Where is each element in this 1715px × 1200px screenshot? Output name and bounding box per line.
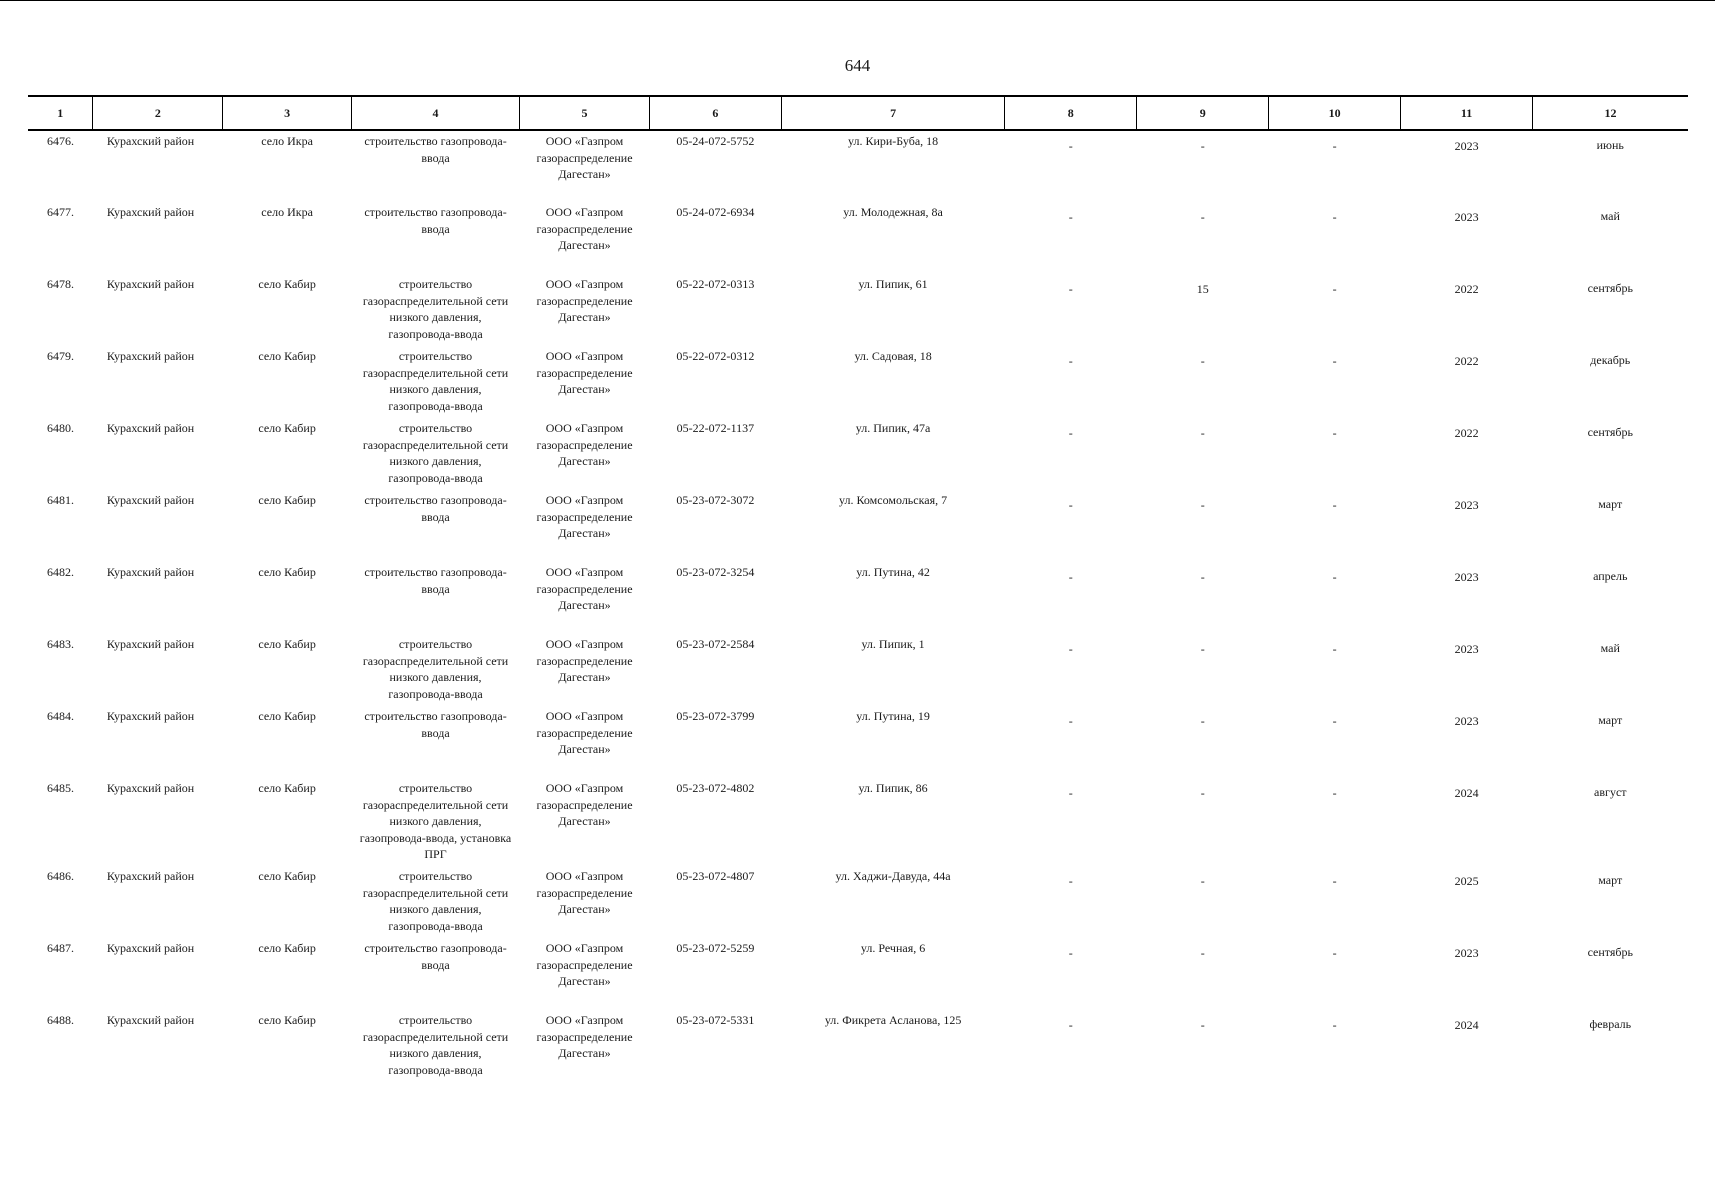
year-cell: 2022	[1454, 354, 1479, 368]
column-9-cell: -	[1200, 354, 1205, 368]
column-header: 8	[1005, 96, 1137, 130]
column-10-cell: -	[1332, 786, 1337, 800]
table-row	[28, 346, 1688, 418]
address-cell: ул. Кири-Буба, 18	[847, 134, 939, 148]
register-table	[28, 95, 1688, 1090]
column-8-cell: -	[1068, 139, 1073, 153]
row-number: 6486.	[46, 869, 74, 883]
column-8-cell: -	[1068, 498, 1073, 512]
work-description-cell-line: строительство	[398, 277, 473, 291]
organization-cell-line: Дагестан»	[558, 670, 611, 684]
column-9-cell: -	[1200, 210, 1205, 224]
month-cell: август	[1594, 785, 1627, 799]
table-row	[28, 274, 1688, 346]
address-cell: ул. Пипик, 1	[861, 637, 925, 651]
organization-cell-line: газораспределение	[536, 885, 633, 900]
locality-cell: село Кабир	[258, 421, 316, 435]
table-body	[28, 130, 1688, 1090]
column-10-cell: -	[1332, 426, 1337, 440]
organization-cell-line: газораспределение	[536, 1029, 633, 1044]
work-description-cell	[351, 634, 519, 706]
cadastral-code-cell: 05-24-072-6934	[676, 205, 755, 219]
year-cell: 2023	[1454, 714, 1479, 728]
year-cell: 2025	[1454, 874, 1479, 888]
work-description-cell-line: строительство газопровода-	[364, 493, 507, 507]
address-cell: ул. Пипик, 86	[858, 781, 928, 795]
organization-cell-line: Дагестан»	[558, 526, 611, 540]
work-description-cell-line: газораспределительной сети	[362, 653, 509, 668]
column-header: 10	[1269, 96, 1401, 130]
district-cell: Курахский район	[106, 134, 195, 148]
locality-cell: село Кабир	[258, 781, 316, 795]
organization-cell	[520, 130, 650, 202]
work-description-cell-line: ввода	[421, 581, 450, 596]
month-cell: сентябрь	[1587, 425, 1633, 439]
organization-cell-line: Дагестан»	[558, 310, 611, 324]
work-description-cell-line: низкого давления,	[389, 310, 482, 324]
work-description-cell-line: газораспределительной сети	[362, 885, 509, 900]
column-8-cell: -	[1068, 642, 1073, 656]
organization-cell	[520, 562, 650, 634]
work-description-cell	[351, 418, 519, 490]
address-cell: ул. Путина, 42	[856, 565, 930, 579]
month-cell: сентябрь	[1587, 281, 1633, 295]
cadastral-code-cell: 05-22-072-0312	[676, 349, 755, 363]
work-description-cell-line: ввода	[421, 509, 450, 524]
year-cell: 2023	[1454, 498, 1479, 512]
year-cell: 2024	[1454, 786, 1479, 800]
table-row	[28, 130, 1688, 202]
column-8-cell: -	[1068, 1018, 1073, 1032]
column-9-cell: -	[1200, 1018, 1205, 1032]
cadastral-code-cell: 05-23-072-3072	[676, 493, 755, 507]
address-cell: ул. Путина, 19	[856, 709, 930, 723]
work-description-cell-line: строительство	[398, 781, 473, 795]
row-number: 6488.	[46, 1013, 74, 1027]
work-description-cell-line: низкого давления,	[389, 382, 482, 396]
cadastral-code-cell: 05-22-072-1137	[676, 421, 755, 435]
column-8-cell: -	[1068, 714, 1073, 728]
row-number: 6476.	[46, 134, 74, 148]
work-description-cell-line: строительство	[398, 869, 473, 883]
district-cell: Курахский район	[106, 421, 195, 435]
work-description-cell-line: низкого давления,	[389, 1046, 482, 1060]
work-description-cell-line: газораспределительной сети	[362, 1029, 509, 1044]
work-description-cell-line: газопровода-ввода	[388, 398, 483, 413]
work-description-cell	[351, 866, 519, 938]
district-cell: Курахский район	[106, 781, 195, 795]
organization-cell-line: ООО «Газпром	[545, 205, 624, 219]
organization-cell-line: газораспределение	[536, 365, 633, 380]
organization-cell	[520, 202, 650, 274]
row-number: 6484.	[46, 709, 74, 723]
organization-cell-line: ООО «Газпром	[545, 941, 624, 955]
table-row	[28, 202, 1688, 274]
column-9-cell: -	[1200, 642, 1205, 656]
work-description-cell-line: низкого давления,	[389, 670, 482, 684]
work-description-cell-line: низкого давления,	[389, 454, 482, 468]
work-description-cell-line: газопровода-ввода	[388, 918, 483, 933]
district-cell: Курахский район	[106, 637, 195, 651]
work-description-cell-line: газораспределительной сети	[362, 365, 509, 380]
locality-cell: село Кабир	[258, 349, 316, 363]
work-description-cell-line: строительство газопровода-	[364, 565, 507, 579]
column-10-cell: -	[1332, 1018, 1337, 1032]
address-cell: ул. Пипик, 47а	[855, 421, 931, 435]
row-number: 6482.	[46, 565, 74, 579]
organization-cell-line: Дагестан»	[558, 1046, 611, 1060]
month-cell: май	[1600, 209, 1620, 223]
cadastral-code-cell: 05-23-072-2584	[676, 637, 755, 651]
column-header: 11	[1401, 96, 1533, 130]
cadastral-code-cell: 05-23-072-4802	[676, 781, 755, 795]
month-cell: апрель	[1593, 569, 1628, 583]
address-cell: ул. Хаджи-Давуда, 44а	[835, 869, 951, 883]
column-9-cell: -	[1200, 498, 1205, 512]
work-description-cell	[351, 938, 519, 1010]
locality-cell: село Кабир	[258, 941, 316, 955]
year-cell: 2024	[1454, 1018, 1479, 1032]
month-cell: март	[1598, 873, 1623, 887]
row-number: 6480.	[46, 421, 74, 435]
column-8-cell: -	[1068, 786, 1073, 800]
organization-cell-line: Дагестан»	[558, 167, 611, 181]
organization-cell-line: газораспределение	[536, 581, 633, 596]
work-description-cell-line: газопровода-ввода	[388, 1062, 483, 1077]
district-cell: Курахский район	[106, 709, 195, 723]
district-cell: Курахский район	[106, 1013, 195, 1027]
organization-cell	[520, 1010, 650, 1090]
column-10-cell: -	[1332, 210, 1337, 224]
header-row	[28, 96, 1688, 130]
organization-cell-line: ООО «Газпром	[545, 1013, 624, 1027]
column-header: 9	[1137, 96, 1269, 130]
organization-cell	[520, 274, 650, 346]
work-description-cell	[351, 274, 519, 346]
address-cell: ул. Пипик, 61	[858, 277, 928, 291]
locality-cell: село Кабир	[258, 277, 316, 291]
row-number: 6479.	[46, 349, 74, 363]
organization-cell-line: ООО «Газпром	[545, 134, 624, 148]
column-9-cell: -	[1200, 786, 1205, 800]
district-cell: Курахский район	[106, 277, 195, 291]
column-8-cell: -	[1068, 570, 1073, 584]
organization-cell-line: газораспределение	[536, 293, 633, 308]
column-9-cell: -	[1200, 570, 1205, 584]
column-10-cell: -	[1332, 354, 1337, 368]
work-description-cell	[351, 346, 519, 418]
column-header: 1	[28, 96, 93, 130]
work-description-cell	[351, 202, 519, 274]
organization-cell-line: ООО «Газпром	[545, 277, 624, 291]
column-9-cell: -	[1200, 426, 1205, 440]
column-header: 6	[649, 96, 781, 130]
work-description-cell-line: ввода	[421, 725, 450, 740]
column-9-cell: 15	[1196, 282, 1209, 296]
table-row	[28, 634, 1688, 706]
locality-cell: село Кабир	[258, 709, 316, 723]
organization-cell-line: ООО «Газпром	[545, 349, 624, 363]
work-description-cell-line: строительство	[398, 421, 473, 435]
top-rule	[0, 0, 1715, 1]
year-cell: 2023	[1454, 946, 1479, 960]
page-number: 644	[844, 56, 871, 75]
address-cell: ул. Фикрета Асланова, 125	[824, 1013, 962, 1027]
work-description-cell-line: газопровода-ввода	[388, 326, 483, 341]
organization-cell	[520, 634, 650, 706]
table-row	[28, 778, 1688, 866]
table-row	[28, 562, 1688, 634]
work-description-cell-line: строительство газопровода-	[364, 709, 507, 723]
organization-cell-line: газораспределение	[536, 221, 633, 236]
column-header: 7	[781, 96, 1004, 130]
column-9-cell: -	[1200, 714, 1205, 728]
year-cell: 2023	[1454, 210, 1479, 224]
work-description-cell	[351, 706, 519, 778]
work-description-cell-line: строительство	[398, 637, 473, 651]
column-10-cell: -	[1332, 282, 1337, 296]
work-description-cell-line: газораспределительной сети	[362, 797, 509, 812]
district-cell: Курахский район	[106, 493, 195, 507]
year-cell: 2023	[1454, 139, 1479, 153]
column-10-cell: -	[1332, 874, 1337, 888]
organization-cell-line: газораспределение	[536, 725, 633, 740]
work-description-cell	[351, 1010, 519, 1090]
month-cell: февраль	[1589, 1017, 1632, 1031]
column-10-cell: -	[1332, 946, 1337, 960]
locality-cell: село Кабир	[258, 1013, 316, 1027]
work-description-cell-line: строительство газопровода-	[364, 205, 507, 219]
organization-cell-line: газораспределение	[536, 437, 633, 452]
organization-cell-line: ООО «Газпром	[545, 493, 624, 507]
organization-cell	[520, 778, 650, 866]
organization-cell-line: Дагестан»	[558, 454, 611, 468]
organization-cell-line: газораспределение	[536, 150, 633, 165]
address-cell: ул. Комсомольская, 7	[839, 493, 948, 507]
district-cell: Курахский район	[106, 205, 195, 219]
locality-cell: село Кабир	[258, 565, 316, 579]
column-10-cell: -	[1332, 714, 1337, 728]
cadastral-code-cell: 05-23-072-5259	[676, 941, 755, 955]
organization-cell-line: ООО «Газпром	[545, 869, 624, 883]
row-number: 6485.	[46, 781, 74, 795]
work-description-cell-line: низкого давления,	[389, 814, 482, 828]
organization-cell-line: ООО «Газпром	[545, 781, 624, 795]
column-8-cell: -	[1068, 874, 1073, 888]
organization-cell-line: газораспределение	[536, 797, 633, 812]
organization-cell	[520, 346, 650, 418]
column-10-cell: -	[1332, 642, 1337, 656]
organization-cell-line: ООО «Газпром	[545, 565, 624, 579]
column-9-cell: -	[1200, 946, 1205, 960]
row-number: 6487.	[46, 941, 74, 955]
month-cell: декабрь	[1590, 353, 1631, 367]
column-10-cell: -	[1332, 570, 1337, 584]
column-10-cell: -	[1332, 498, 1337, 512]
work-description-cell-line: строительство газопровода-	[364, 134, 507, 148]
year-cell: 2022	[1454, 282, 1479, 296]
district-cell: Курахский район	[106, 565, 195, 579]
column-9-cell: -	[1200, 139, 1205, 153]
year-cell: 2023	[1454, 642, 1479, 656]
locality-cell: село Икра	[261, 205, 313, 219]
work-description-cell-line: строительство газопровода-	[364, 941, 507, 955]
address-cell: ул. Садовая, 18	[854, 349, 932, 363]
organization-cell-line: газораспределение	[536, 653, 633, 668]
cadastral-code-cell: 05-24-072-5752	[676, 134, 755, 148]
organization-cell-line: Дагестан»	[558, 238, 611, 252]
organization-cell	[520, 418, 650, 490]
work-description-cell-line: газораспределительной сети	[362, 437, 509, 452]
locality-cell: село Кабир	[258, 869, 316, 883]
work-description-cell-line: ввода	[421, 221, 450, 236]
organization-cell	[520, 706, 650, 778]
column-8-cell: -	[1068, 946, 1073, 960]
table-row	[28, 490, 1688, 562]
locality-cell: село Кабир	[258, 637, 316, 651]
organization-cell-line: Дагестан»	[558, 974, 611, 988]
organization-cell-line: Дагестан»	[558, 382, 611, 396]
cadastral-code-cell: 05-23-072-3254	[676, 565, 755, 579]
table-row	[28, 706, 1688, 778]
work-description-cell-line: газопровода-ввода, установка	[359, 830, 512, 845]
work-description-cell	[351, 778, 519, 866]
work-description-cell-line: ввода	[421, 957, 450, 972]
work-description-cell-line: ввода	[421, 150, 450, 165]
table-row	[28, 938, 1688, 1010]
address-cell: ул. Молодежная, 8а	[843, 205, 943, 219]
organization-cell-line: газораспределение	[536, 509, 633, 524]
organization-cell-line: ООО «Газпром	[545, 421, 624, 435]
work-description-cell	[351, 490, 519, 562]
column-8-cell: -	[1068, 282, 1073, 296]
table-row	[28, 866, 1688, 938]
work-description-cell	[351, 562, 519, 634]
cadastral-code-cell: 05-23-072-5331	[676, 1013, 755, 1027]
organization-cell-line: Дагестан»	[558, 902, 611, 916]
cadastral-code-cell: 05-23-072-3799	[676, 709, 755, 723]
column-header: 4	[351, 96, 519, 130]
organization-cell	[520, 490, 650, 562]
locality-cell: село Икра	[261, 134, 313, 148]
column-8-cell: -	[1068, 354, 1073, 368]
column-9-cell: -	[1200, 874, 1205, 888]
work-description-cell-line: ПРГ	[424, 847, 447, 861]
work-description-cell-line: газопровода-ввода	[388, 686, 483, 701]
work-description-cell-line: строительство	[398, 1013, 473, 1027]
month-cell: май	[1600, 641, 1620, 655]
locality-cell: село Кабир	[258, 493, 316, 507]
month-cell: март	[1598, 713, 1623, 727]
cadastral-code-cell: 05-23-072-4807	[676, 869, 755, 883]
work-description-cell-line: строительство	[398, 349, 473, 363]
column-header: 3	[223, 96, 352, 130]
table-row	[28, 1010, 1688, 1090]
district-cell: Курахский район	[106, 349, 195, 363]
work-description-cell-line: низкого давления,	[389, 902, 482, 916]
month-cell: июнь	[1596, 138, 1624, 152]
organization-cell-line: Дагестан»	[558, 742, 611, 756]
organization-cell-line: Дагестан»	[558, 814, 611, 828]
table-row	[28, 418, 1688, 490]
address-cell: ул. Речная, 6	[860, 941, 926, 955]
column-header: 2	[93, 96, 223, 130]
organization-cell	[520, 938, 650, 1010]
work-description-cell-line: газопровода-ввода	[388, 470, 483, 485]
year-cell: 2023	[1454, 570, 1479, 584]
month-cell: сентябрь	[1587, 945, 1633, 959]
row-number: 6477.	[46, 205, 74, 219]
organization-cell-line: газораспределение	[536, 957, 633, 972]
column-8-cell: -	[1068, 426, 1073, 440]
column-8-cell: -	[1068, 210, 1073, 224]
row-number: 6481.	[46, 493, 74, 507]
column-header: 5	[520, 96, 650, 130]
organization-cell	[520, 866, 650, 938]
organization-cell-line: Дагестан»	[558, 598, 611, 612]
cadastral-code-cell: 05-22-072-0313	[676, 277, 755, 291]
row-number: 6483.	[46, 637, 74, 651]
district-cell: Курахский район	[106, 869, 195, 883]
organization-cell-line: ООО «Газпром	[545, 709, 624, 723]
work-description-cell-line: газораспределительной сети	[362, 293, 509, 308]
work-description-cell	[351, 130, 519, 202]
district-cell: Курахский район	[106, 941, 195, 955]
column-10-cell: -	[1332, 139, 1337, 153]
month-cell: март	[1598, 497, 1623, 511]
row-number: 6478.	[46, 277, 74, 291]
column-header: 12	[1533, 96, 1688, 130]
organization-cell-line: ООО «Газпром	[545, 637, 624, 651]
year-cell: 2022	[1454, 426, 1479, 440]
